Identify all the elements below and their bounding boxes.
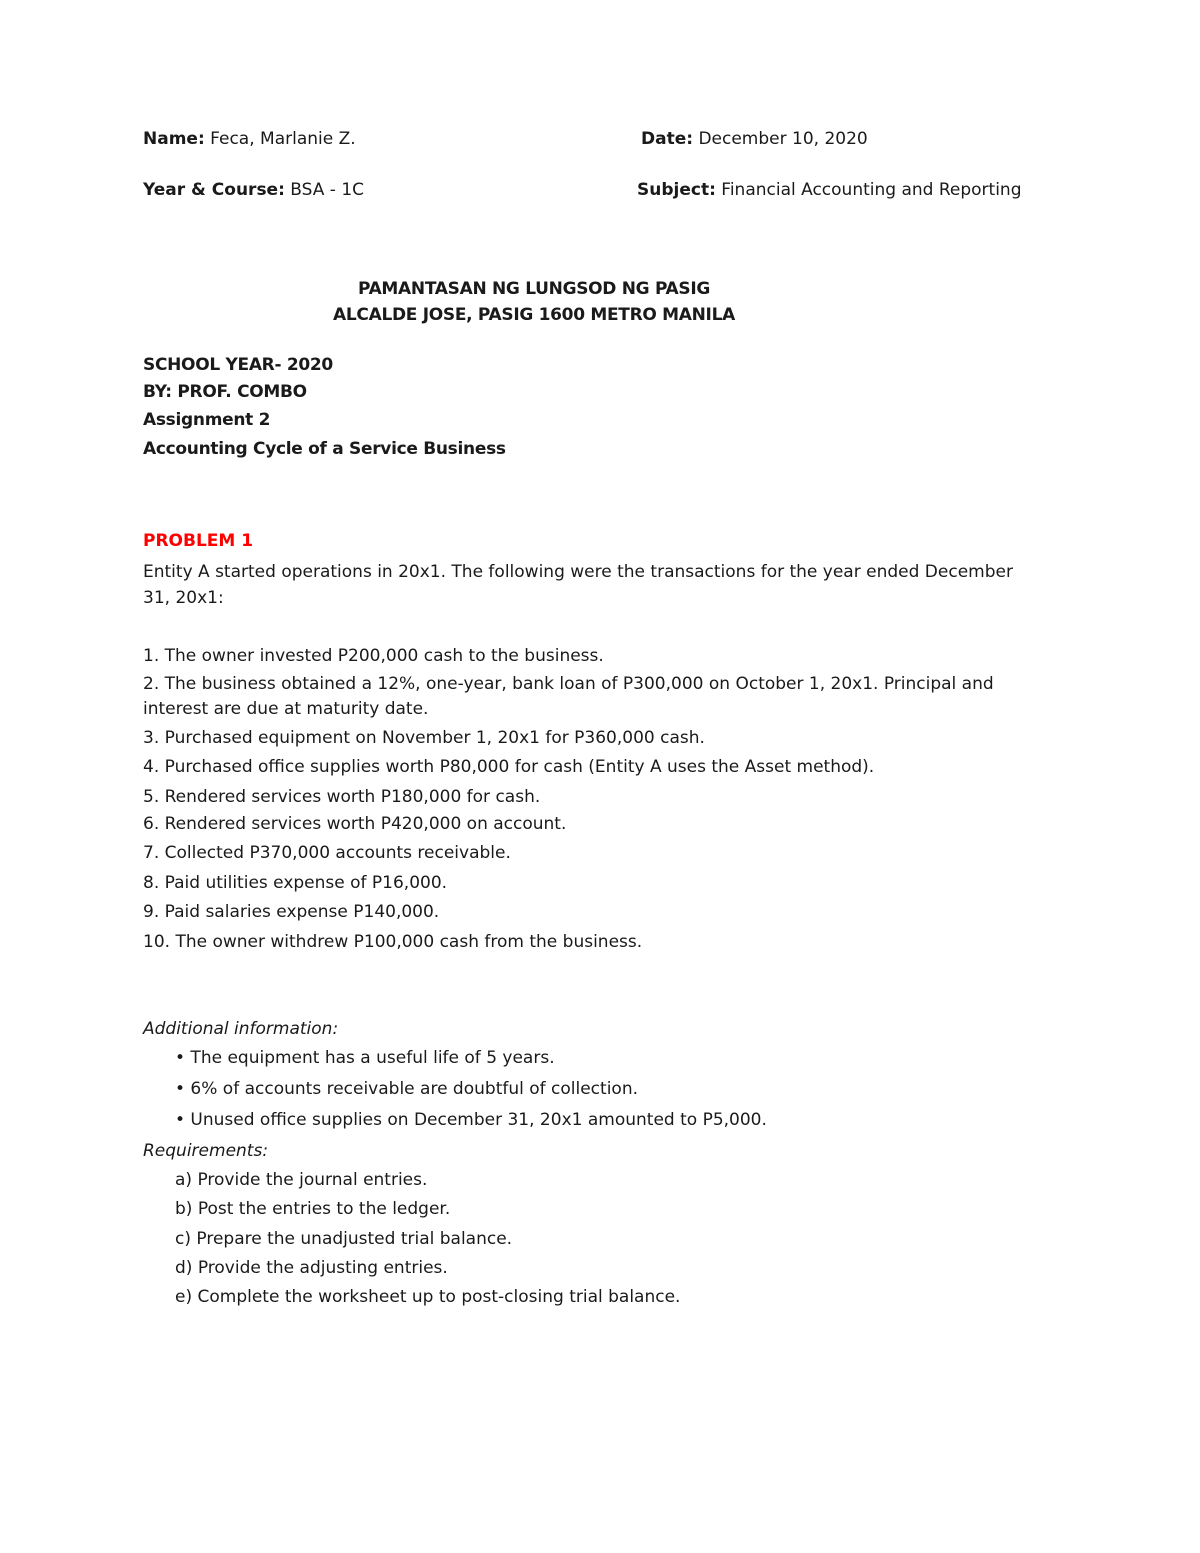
transaction-item: 4. Purchased office supplies worth P80,000 for cash (Entity A uses the Asset method). — [143, 757, 875, 777]
additional-info-item: • 6% of accounts receivable are doubtful of collection. — [175, 1079, 639, 1099]
assignment-topic: Accounting Cycle of a Service Business — [143, 439, 506, 459]
date-label: Date: — [641, 129, 694, 149]
year-course-field — [143, 179, 364, 201]
subject-value: Financial Accounting and Reporting — [715, 180, 1022, 200]
assignment-title: Assignment 2 — [143, 410, 271, 430]
name-field — [143, 128, 356, 150]
transaction-item: 1. The owner invested P200,000 cash to the business. — [143, 646, 604, 666]
transaction-item: 2. The business obtained a 12%, one-year, bank loan of P300,000 on October 1, 20x1. Principal and — [143, 674, 994, 694]
requirement-item: b) Post the entries to the ledger. — [175, 1199, 451, 1219]
requirement-item: c) Prepare the unadjusted trial balance. — [175, 1229, 513, 1249]
date-value: December 10, 2020 — [693, 129, 868, 149]
professor-line: BY: PROF. COMBO — [143, 382, 307, 402]
transaction-item: 7. Collected P370,000 accounts receivable. — [143, 843, 511, 863]
additional-info-item: • The equipment has a useful life of 5 years. — [175, 1048, 555, 1068]
problem-title: PROBLEM 1 — [143, 531, 254, 551]
requirement-item: e) Complete the worksheet up to post-closing trial balance. — [175, 1287, 681, 1307]
institution-name: PAMANTASAN NG LUNGSOD NG PASIG — [357, 279, 711, 299]
transaction-item: 3. Purchased equipment on November 1, 20x1 for P360,000 cash. — [143, 728, 705, 748]
requirement-item: a) Provide the journal entries. — [175, 1170, 428, 1190]
transaction-item: 10. The owner withdrew P100,000 cash from the business. — [143, 932, 643, 952]
institution-address: ALCALDE JOSE, PASIG 1600 METRO MANILA — [333, 305, 735, 325]
requirements-label: Requirements: — [143, 1141, 269, 1161]
transaction-item: 5. Rendered services worth P180,000 for cash. — [143, 787, 541, 807]
transaction-item: 8. Paid utilities expense of P16,000. — [143, 873, 448, 893]
year-course-value: BSA - 1C — [284, 180, 365, 200]
problem-intro-line-1: Entity A started operations in 20x1. The following were the transactions for the year ended December — [143, 562, 1013, 582]
requirement-item: d) Provide the adjusting entries. — [175, 1258, 448, 1278]
additional-info-label: Additional information: — [143, 1019, 339, 1039]
year-course-label: Year & Course: — [143, 180, 285, 200]
subject-label: Subject: — [637, 180, 716, 200]
transaction-item: 6. Rendered services worth P420,000 on account. — [143, 814, 567, 834]
name-label: Name: — [143, 129, 205, 149]
subject-field — [637, 179, 1022, 201]
transaction-item-continued: interest are due at maturity date. — [143, 699, 429, 719]
school-year: SCHOOL YEAR- 2020 — [143, 355, 333, 375]
name-value: Feca, Marlanie Z. — [204, 129, 356, 149]
transaction-item: 9. Paid salaries expense P140,000. — [143, 902, 440, 922]
problem-intro-line-2: 31, 20x1: — [143, 588, 224, 608]
additional-info-item: • Unused office supplies on December 31, 20x1 amounted to P5,000. — [175, 1110, 767, 1130]
date-field — [641, 128, 868, 150]
